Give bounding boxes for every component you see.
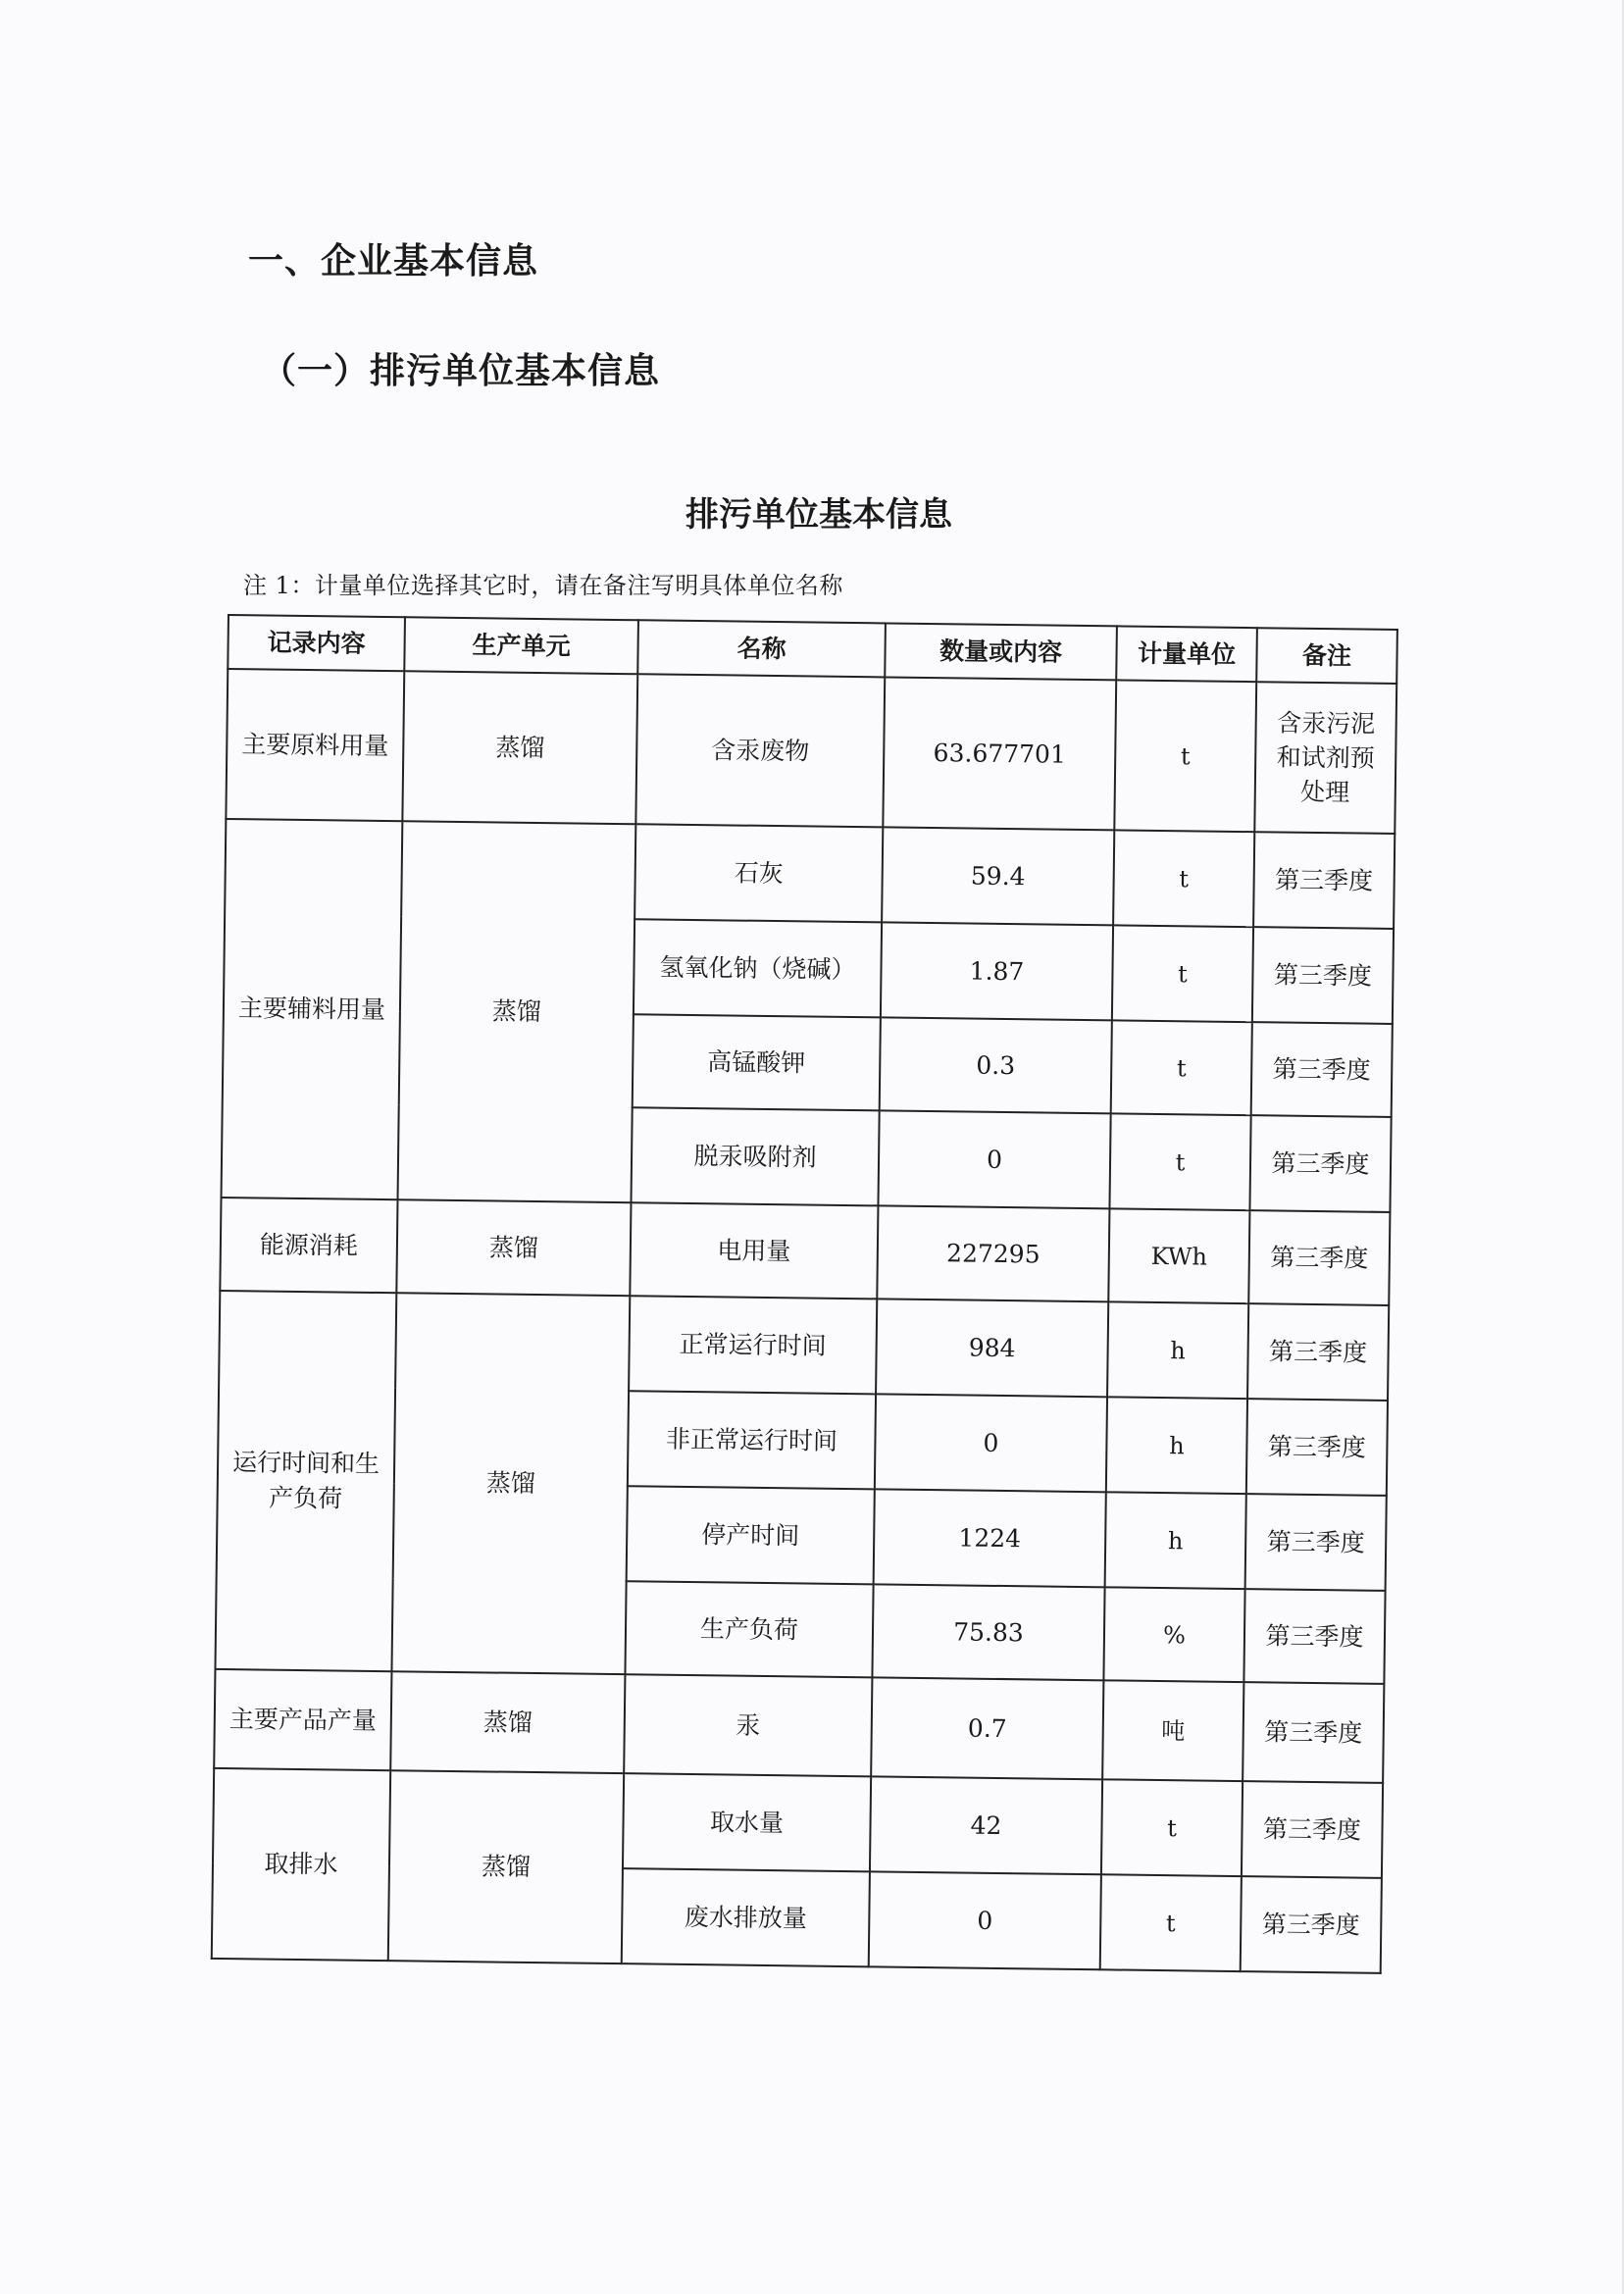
section-heading-2: （一）排污单位基本信息: [261, 351, 661, 391]
production-unit-cell: 蒸馏: [388, 1770, 624, 1963]
value-cell: 227295: [877, 1205, 1109, 1301]
table-title: 排污单位基本信息: [685, 495, 952, 535]
unit-cell: h: [1105, 1492, 1246, 1589]
name-cell: 电用量: [630, 1202, 878, 1299]
header-cell-unit: 计量单位: [1116, 626, 1257, 682]
unit-cell: t: [1112, 925, 1253, 1022]
table-row: [226, 669, 1396, 834]
value-cell: 63.677701: [883, 677, 1116, 830]
name-cell: 停产时间: [627, 1486, 875, 1584]
remark-cell: 第三季度: [1246, 1399, 1388, 1496]
name-cell: 高锰酸钾: [633, 1014, 881, 1110]
table-row: [225, 819, 1395, 929]
table-note: 注 1：计量单位选择其它时，请在备注写明具体单位名称: [243, 572, 843, 599]
table-row: [219, 1291, 1389, 1401]
name-cell: 石灰: [634, 824, 883, 922]
value-cell: 42: [870, 1776, 1102, 1874]
remark-cell: 第三季度: [1253, 832, 1395, 929]
production-unit-cell: 蒸馏: [391, 1293, 630, 1674]
unit-cell: h: [1107, 1301, 1248, 1399]
value-cell: 0: [869, 1871, 1101, 1969]
value-cell: 1.87: [881, 922, 1113, 1020]
name-cell: 汞: [624, 1674, 872, 1776]
unit-cell: t: [1111, 1020, 1252, 1115]
production-unit-cell: 蒸馏: [390, 1671, 625, 1773]
value-cell: 0.7: [871, 1677, 1103, 1779]
production-unit-cell: 蒸馏: [398, 821, 636, 1202]
header-cell-remark: 备注: [1256, 628, 1397, 684]
unit-cell: t: [1113, 830, 1254, 927]
remark-cell: 第三季度: [1245, 1494, 1387, 1591]
value-cell: 75.83: [872, 1584, 1104, 1680]
remark-cell: 第三季度: [1241, 1876, 1382, 1973]
name-cell: 生产负荷: [625, 1581, 873, 1677]
value-cell: 59.4: [882, 827, 1114, 925]
header-cell-name: 名称: [637, 620, 886, 677]
unit-cell: %: [1103, 1587, 1244, 1682]
unit-cell: KWh: [1108, 1208, 1249, 1303]
remark-cell: 含汞污泥和试剂预处理: [1254, 682, 1396, 834]
table-row: [213, 1768, 1383, 1878]
record-cell: 运行时间和生产负荷: [215, 1291, 396, 1671]
remark-cell: 第三季度: [1243, 1589, 1385, 1684]
record-cell: 主要辅料用量: [222, 819, 403, 1199]
record-cell: 主要原料用量: [226, 669, 404, 821]
name-cell: 脱汞吸附剂: [631, 1107, 879, 1205]
unit-cell: t: [1114, 680, 1256, 832]
record-cell: 取排水: [212, 1768, 390, 1961]
remark-cell: 第三季度: [1248, 1210, 1390, 1305]
remark-cell: 第三季度: [1242, 1781, 1383, 1878]
header-cell-value: 数量或内容: [885, 623, 1117, 680]
remark-cell: 第三季度: [1249, 1115, 1391, 1212]
name-cell: 正常运行时间: [629, 1296, 877, 1394]
unit-cell: 吨: [1102, 1680, 1243, 1781]
value-cell: 0.3: [880, 1017, 1112, 1113]
record-cell: 能源消耗: [220, 1198, 397, 1293]
name-cell: 取水量: [623, 1773, 871, 1871]
value-cell: 0: [875, 1394, 1107, 1492]
production-unit-cell: 蒸馏: [402, 671, 637, 824]
value-cell: 984: [876, 1299, 1108, 1397]
table-container: [211, 614, 1396, 1974]
name-cell: 非正常运行时间: [628, 1391, 876, 1489]
table-row: [220, 1198, 1390, 1305]
remark-cell: 第三季度: [1247, 1303, 1389, 1401]
unit-cell: t: [1101, 1779, 1243, 1876]
name-cell: 废水排放量: [622, 1868, 870, 1966]
unit-cell: t: [1100, 1874, 1242, 1971]
value-cell: 0: [878, 1110, 1110, 1208]
production-unit-cell: 蒸馏: [396, 1199, 631, 1296]
unit-cell: t: [1109, 1113, 1250, 1210]
record-cell: 主要产品产量: [214, 1669, 391, 1770]
unit-cell: h: [1106, 1397, 1247, 1494]
remark-cell: 第三季度: [1251, 1022, 1393, 1117]
emission-info-table: [211, 614, 1398, 1974]
name-cell: 氢氧化钠（烧碱）: [634, 919, 882, 1017]
remark-cell: 第三季度: [1243, 1682, 1384, 1783]
name-cell: 含汞废物: [635, 674, 885, 827]
header-cell-production-unit: 生产单元: [404, 617, 638, 674]
value-cell: 1224: [874, 1489, 1106, 1587]
table-row: [214, 1669, 1384, 1783]
header-cell-record: 记录内容: [228, 615, 405, 671]
section-heading-1: 一、企业基本信息: [248, 241, 539, 281]
remark-cell: 第三季度: [1252, 927, 1394, 1024]
